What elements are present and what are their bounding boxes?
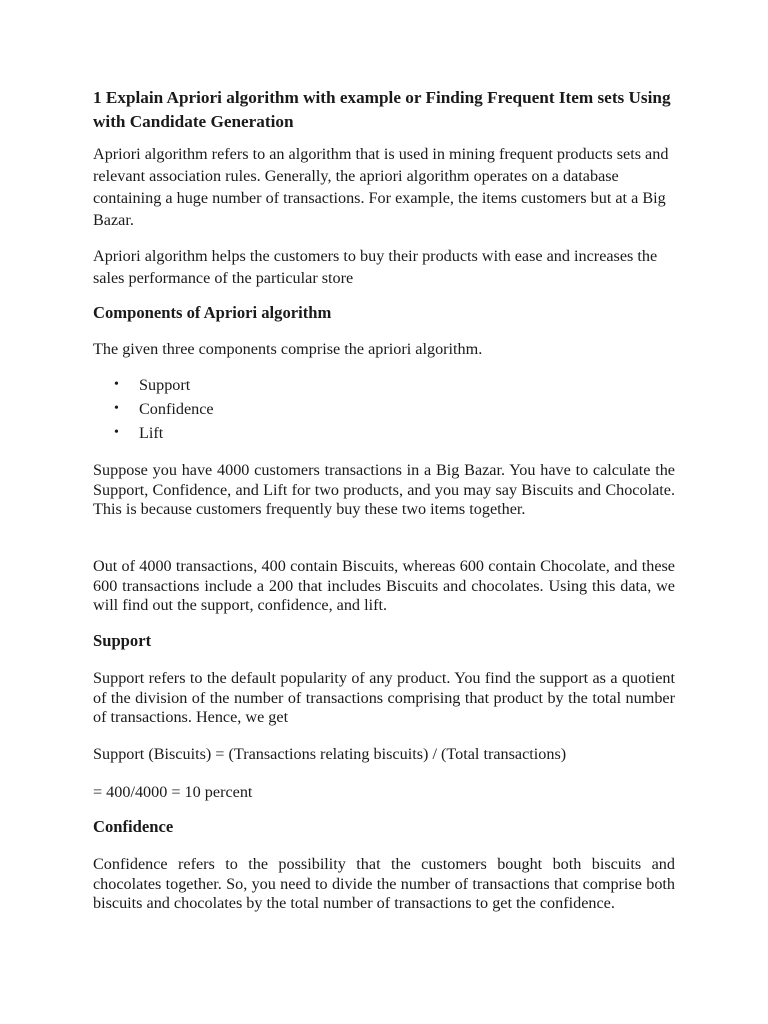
bullet-icon: • bbox=[114, 425, 119, 440]
bullet-icon: • bbox=[114, 401, 119, 416]
support-formula: Support (Biscuits) = (Transactions relating biscuits) / (Total transactions) bbox=[93, 745, 567, 763]
components-heading: Components of Apriori algorithm bbox=[93, 303, 332, 322]
components-list bbox=[114, 373, 214, 445]
confidence-paragraph: Confidence refers to the possibility that the customers bought both biscuits and chocolates together. So, you need to divide the number of transactions that comprise both biscuits and chocolates by the total number of transactions to get the confidence. bbox=[93, 855, 675, 912]
list-item bbox=[114, 397, 214, 421]
confidence-heading: Confidence bbox=[93, 817, 174, 836]
document-title: 1 Explain Apriori algorithm with example or Finding Frequent Item sets Using with Candidate Generation bbox=[93, 88, 671, 131]
list-item-label: Confidence bbox=[139, 400, 214, 418]
list-item-label: Support bbox=[139, 376, 191, 394]
list-item bbox=[114, 373, 214, 397]
support-result: = 400/4000 = 10 percent bbox=[93, 783, 253, 801]
intro-paragraph-2: Apriori algorithm helps the customers to buy their products with ease and increases the sales performance of the particular store bbox=[93, 247, 658, 287]
example-paragraph-1: Suppose you have 4000 customers transactions in a Big Bazar. You have to calculate the Support, Confidence, and Lift for two products, and you may say Biscuits and Chocolate. This is because customers frequently buy these two items together. bbox=[93, 461, 675, 518]
components-intro: The given three components comprise the apriori algorithm. bbox=[93, 340, 483, 358]
intro-paragraph-1: Apriori algorithm refers to an algorithm that is used in mining frequent products sets and relevant association rules. Generally, the apriori algorithm operates on a database containing a huge number of transactions. For example, the items customers but at a Big Bazar. bbox=[93, 145, 669, 229]
support-paragraph: Support refers to the default popularity of any product. You find the support as a quotient of the division of the number of transactions comprising that product by the total number of transactions. Hence, we get bbox=[93, 669, 675, 726]
list-item bbox=[114, 421, 214, 445]
bullet-icon: • bbox=[114, 377, 119, 392]
example-paragraph-2: Out of 4000 transactions, 400 contain Biscuits, whereas 600 contain Chocolate, and these 600 transactions include a 200 that includes Biscuits and chocolates. Using this data, we will find out the support, confidence, and lift. bbox=[93, 557, 675, 614]
list-item-label: Lift bbox=[139, 424, 164, 442]
support-heading: Support bbox=[93, 631, 152, 650]
